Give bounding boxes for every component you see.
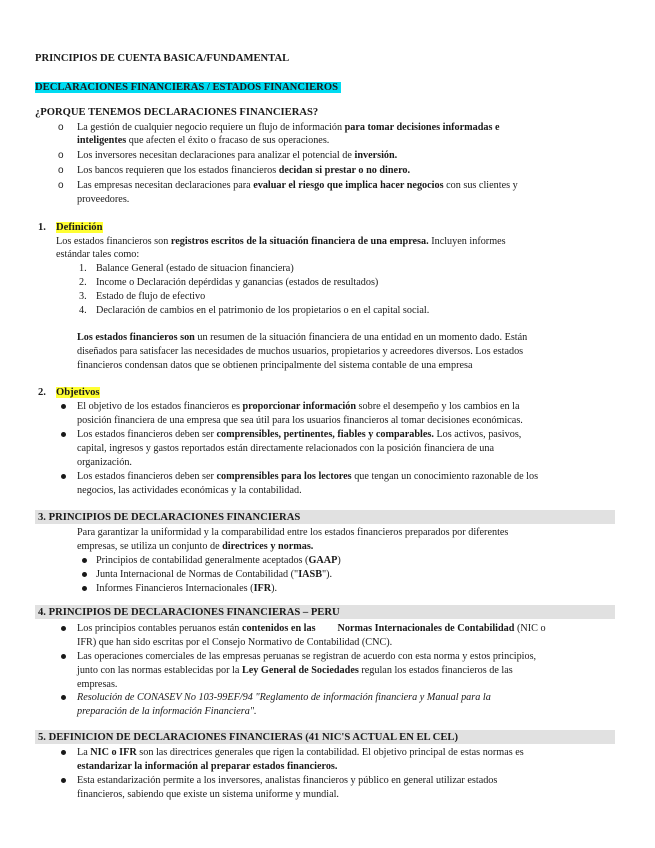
- circle-bullet-icon: o: [58, 165, 64, 176]
- bullet-dot-icon: [82, 586, 87, 591]
- circle-bullet-icon: o: [58, 180, 64, 191]
- section-2-bullet-2: Los estados financieros deben ser comprensibles, pertinentes, fiables y comparables. Los activos, pasivos,: [77, 429, 522, 440]
- section-2-bullet-2-cont: organización.: [77, 457, 132, 468]
- bullet-dot-icon: [61, 404, 66, 409]
- list-number: 2.: [79, 277, 87, 288]
- list-item: Income o Declaración depérdidas y ganancias (estados de resultados): [96, 277, 379, 288]
- bullet-dot-icon: [61, 750, 66, 755]
- section-4-bullet-1-cont: IFR) que han sido escritas por el Consejo Normativo de Contabilidad (CNC).: [77, 637, 393, 648]
- section-4-bullet-1: Los principios contables peruanos están contenidos en las Normas Internacionales de Contabilidad (NIC o: [77, 623, 546, 634]
- section-4-bullet-3-cont: preparación de la información Financiera".: [77, 706, 257, 717]
- bullet-dot-icon: [82, 558, 87, 563]
- section-2-bullet-1: El objetivo de los estados financieros es proporcionar información sobre el desempeño y los cambios en la: [77, 401, 520, 412]
- question-bullet-4: Las empresas necesitan declaraciones para evaluar el riesgo que implica hacer negocios con sus clientes y: [77, 180, 518, 191]
- list-item: Balance General (estado de situacion financiera): [96, 263, 294, 274]
- section-2-bullet-2-cont: capital, ingresos y gastos reportados están directamente relacionados con la posición financiera de una: [77, 443, 494, 454]
- section-3-intro: Para garantizar la uniformidad y la comparabilidad entre los estados financieros preparados por diferentes: [77, 527, 509, 538]
- section-1-summary: Los estados financieros son un resumen de la situación financiera de una entidad en un momento dado. Están: [77, 332, 528, 343]
- section-5-bullet-2: Esta estandarización permite a los inversores, analistas financieros y público en general utilizar estados: [77, 775, 498, 786]
- bullet-dot-icon: [61, 474, 66, 479]
- section-4-heading: 4. PRINCIPIOS DE DECLARACIONES FINANCIERAS – PERU: [38, 607, 340, 618]
- section-1-intro-cont: estándar tales como:: [56, 249, 140, 260]
- circle-bullet-icon: o: [58, 122, 64, 133]
- subtitle: [35, 81, 341, 94]
- bullet-dot-icon: [61, 432, 66, 437]
- section-5-bullet-2-cont: financieros, sabiendo que existe un sistema uniforme y mundial.: [77, 789, 339, 800]
- question-bullet-4-cont: proveedores.: [77, 194, 130, 205]
- section-1-heading: Definición: [56, 222, 103, 233]
- section-1-summary-cont: financieros condensan datos que se obtienen principalmente del sistema contable de una empresa: [77, 360, 473, 371]
- question-heading: ¿PORQUE TENEMOS DECLARACIONES FINANCIERAS?: [35, 107, 319, 118]
- section-1-intro: Los estados financieros son registros escritos de la situación financiera de una empresa. Incluyen informes: [56, 236, 506, 247]
- subtitle-highlight: DECLARACIONES FINANCIERAS / ESTADOS FINANCIEROS: [35, 82, 341, 93]
- list-number: 1.: [79, 263, 87, 274]
- question-bullet-2: Los inversores necesitan declaraciones para analizar el potencial de inversión.: [77, 150, 398, 161]
- bullet-dot-icon: [61, 654, 66, 659]
- list-item: Estado de flujo de efectivo: [96, 291, 206, 302]
- section-5-bullet-1-cont: estandarizar la información al preparar estados financieros.: [77, 761, 338, 772]
- question-bullet-1-cont: inteligentes que afecten el éxito o fracaso de sus operaciones.: [77, 135, 330, 146]
- section-2-bullet-3-cont: negocios, las actividades económicas y la contabilidad.: [77, 485, 302, 496]
- bullet-dot-icon: [61, 778, 66, 783]
- section-5-bullet-1: La NIC o IFR son las directrices generales que rigen la contabilidad. El objetivo principal de estas normas es: [77, 747, 524, 758]
- section-3-heading: 3. PRINCIPIOS DE DECLARACIONES FINANCIERAS: [38, 512, 301, 523]
- section-3-item-3: Informes Financieros Internacionales (IFR).: [96, 583, 278, 594]
- list-item: Declaración de cambios en el patrimonio de los propietarios o en el capital social.: [96, 305, 430, 316]
- bullet-dot-icon: [82, 572, 87, 577]
- section-3-item-2: Junta Internacional de Normas de Contabilidad ("IASB").: [96, 569, 333, 580]
- section-2-bullet-1-cont: posición financiera de una empresa que sea útil para los usuarios financieros al tomar decisiones económicas.: [77, 415, 523, 426]
- section-3-item-1: Principios de contabilidad generalmente aceptados (GAAP): [96, 555, 341, 566]
- question-bullet-3: Los bancos requieren que los estados financieros decidan si prestar o no dinero.: [77, 165, 411, 176]
- list-number: 4.: [79, 305, 87, 316]
- bullet-dot-icon: [61, 626, 66, 631]
- document-title: PRINCIPIOS DE CUENTA BASICA/FUNDAMENTAL: [35, 53, 290, 64]
- circle-bullet-icon: o: [58, 150, 64, 161]
- section-2-bullet-3: Los estados financieros deben ser comprensibles para los lectores que tengan un conocimiento razonable de los: [77, 471, 539, 482]
- section-4-bullet-3: Resolución de CONASEV No 103-99EF/94 "Reglamento de información financiera y Manual para la: [77, 692, 491, 703]
- question-bullet-1: La gestión de cualquier negocio requiere un flujo de información para tomar decisiones informadas e: [77, 122, 500, 133]
- section-2-heading: Objetivos: [56, 387, 100, 398]
- section-1-summary-cont: diseñados para satisfacer las necesidades de muchos usuarios, propietarios y acreedores diversos. Los estados: [77, 346, 524, 357]
- section-4-bullet-2: Las operaciones comerciales de las empresas peruanas se registran de acuerdo con esta norma y estos principios,: [77, 651, 537, 662]
- bullet-dot-icon: [61, 695, 66, 700]
- section-4-bullet-2-cont: junto con las normas establecidas por la Ley General de Sociedades regulan los estados financieros de las: [77, 665, 513, 676]
- section-1-number: 1.: [38, 222, 46, 233]
- section-3-intro-cont: empresas, se utiliza un conjunto de directrices y normas.: [77, 541, 314, 552]
- section-4-bullet-2-cont: empresas.: [77, 679, 118, 690]
- list-number: 3.: [79, 291, 87, 302]
- section-2-number: 2.: [38, 387, 46, 398]
- section-5-heading: 5. DEFINICION DE DECLARACIONES FINANCIERAS (41 NIC'S ACTUAL EN EL CEL): [38, 732, 458, 743]
